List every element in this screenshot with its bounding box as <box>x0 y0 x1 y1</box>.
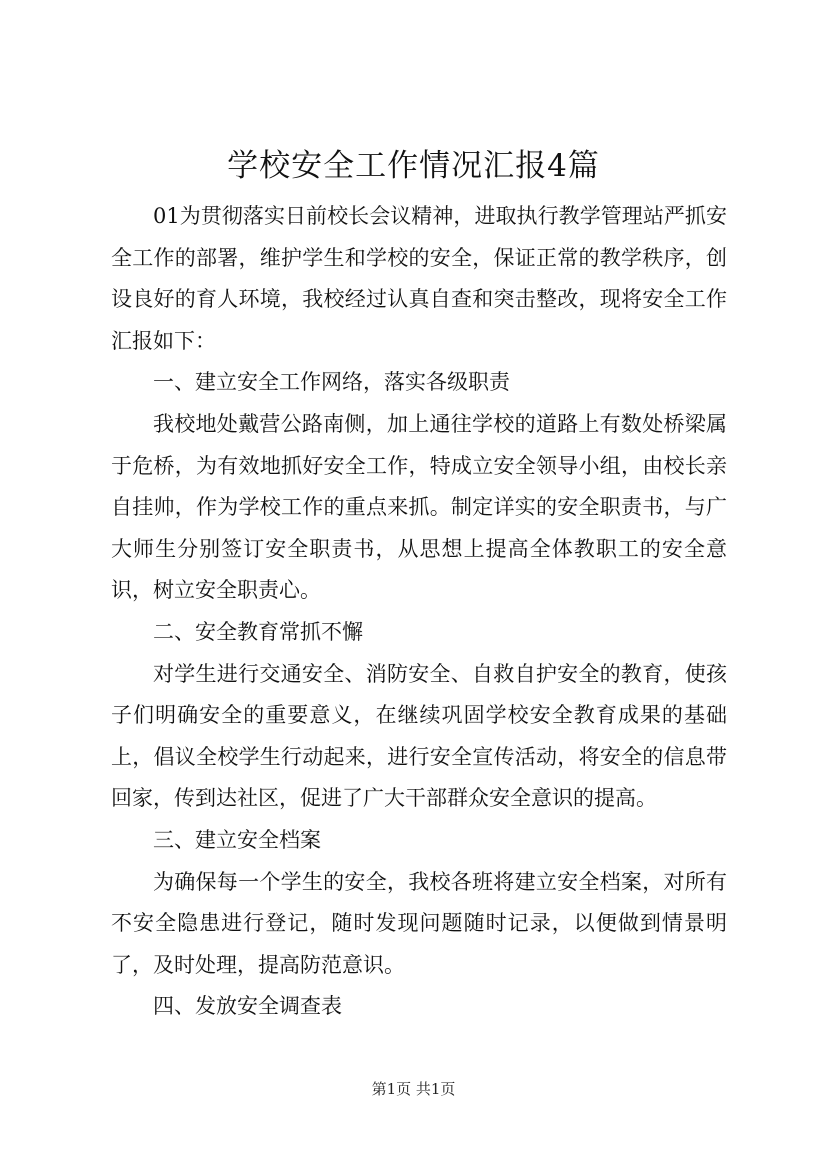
section-heading: 三、建立安全档案 <box>153 827 321 852</box>
page-number-footer: 第1页 共1页 <box>371 1080 456 1098</box>
body-paragraph: 为确保每一个学生的安全，我校各班将建立安全档案，对所有不安全隐患进行登记，随时发现问题随时记录，以便做到情景明了，及时处理，提高防范意识。 <box>111 869 727 977</box>
body-paragraph: 对学生进行交通安全、消防安全、自救自护安全的教育，使孩子们明确安全的重要意义，在继续巩固学校安全教育成果的基础上，倡议全校学生行动起来，进行安全宣传活动，将安全的信息带回家，传到达社区，促进了广大干部群众安全意识的提高。 <box>111 661 727 811</box>
body-paragraph: 我校地处戴营公路南侧，加上通往学校的道路上有数处桥梁属于危桥，为有效地抓好安全工作，特成立安全领导小组，由校长亲自挂帅，作为学校工作的重点来抓。制定详实的安全职责书，与广大师生分别签订安全职责书，从思想上提高全体教职工的安全意识，树立安全职责心。 <box>111 411 727 603</box>
document-body <box>111 196 727 1028</box>
section-heading: 四、发放安全调查表 <box>153 994 342 1019</box>
section-heading: 一、建立安全工作网络，落实各级职责 <box>153 370 510 395</box>
body-paragraph: 01为贯彻落实日前校长会议精神，进取执行教学管理站严抓安全工作的部署，维护学生和学校的安全，保证正常的教学秩序，创设良好的育人环境，我校经过认真自查和突击整改，现将安全工作汇报如下： <box>111 204 727 353</box>
section-heading: 二、安全教育常抓不懈 <box>153 619 363 644</box>
document-title: 学校安全工作情况汇报4篇 <box>227 148 600 184</box>
